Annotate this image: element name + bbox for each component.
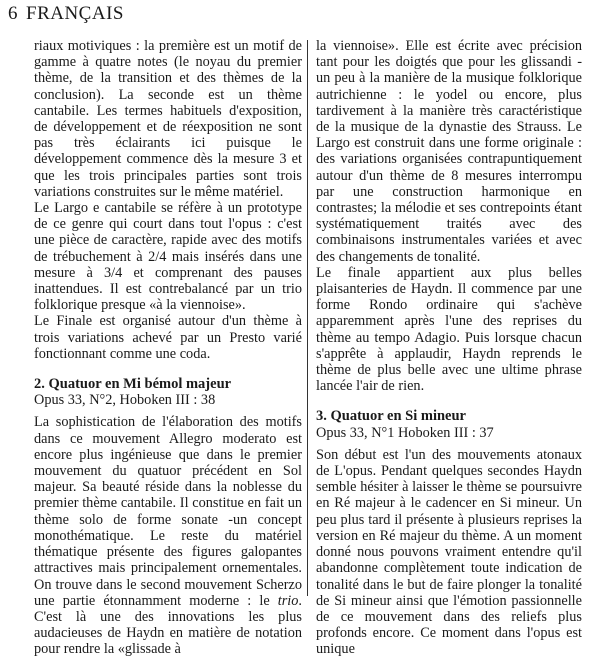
paragraph — [34, 414, 302, 657]
language-label: FRANÇAIS — [26, 3, 124, 24]
page-header — [8, 3, 124, 25]
section-heading: 3. Quatuor en Si mineur — [316, 408, 466, 425]
paragraph: Le finale appartient aux plus belles plaisanteries de Haydn. Il commence par une forme Rondo ordinaire qui s'achève apparemment après l'une des reprises du thème au tempo Adagio. Puis lorsque chacun s'apprête à applaudir, Haydn reprends le thème de plus belle avec une ultime phrase lancée l'air de rien. — [316, 264, 582, 395]
section-subheading: Opus 33, N°1 Hoboken III : 37 — [316, 424, 494, 441]
paragraph: Le Largo e cantabile se réfère à un prototype de ce genre qui court dans tout l'opus : c'est une pièce de caractère, rapide avec des motifs de trébuchement à 2/4 mais insérés dans une mesure à 3/4 et comprenant des pauses inattendues. Il est contrebalancé par un trio folklorique presque «à la viennoise». — [34, 200, 302, 314]
column-divider — [307, 40, 308, 596]
paragraph-text: La sophistication de l'élaboration des motifs dans ce mouvement Allegro moderato est encore plus ingénieuse que dans le premier mouvement du quatuor précédent en Sol majeur. Sa beauté réside dans la noblesse du premier thème cantabile. Il constitue en fait un thème solo de forme sonate -un concept monothématique. Le reste du matériel thématique présente des figures galopantes attractives mais principalement ornementales. On trouve dans le second mouvement Scherzo une partie étonnamment moderne : le — [34, 414, 302, 609]
paragraph: riaux motiviques : la première est un motif de gamme à quatre notes (le noyau du premier thème, de la transition et des thèmes de la conclusion). La seconde est un thème cantabile. Les termes habituels d'exposition, de développement et de réexposition ne sont pas très éclairants ici puisque le développement commence dès la mesure 3 et que les trois principales parties sont trois variations construites sur le même matériel. — [34, 38, 302, 200]
italic-term: trio — [277, 592, 299, 609]
paragraph: Son début est l'un des mouvements atonaux de L'opus. Pendant quelques secondes Haydn semble hésiter à laisser le thème se poursuivre en Ré majeur à le cadencer en Si mineur. Un peu plus tard il présente à plusieurs reprises la version en Ré majeur du thème. A un moment donné nous pouvons vraiment entendre qu'il abandonne complètement toute indication de tonalité dans le but de faire plonger la tonalité de Si mineur ainsi que l'émotion passionnelle de ce mouvement dans des reliefs plus profonds encore. Ce moment dans l'opus est unique — [316, 446, 582, 658]
paragraph-text: . C'est là une des innovations les plus audacieuses de Haydn en matière de notation pour rendre la «glissade à — [34, 592, 302, 658]
right-column — [316, 38, 582, 658]
paragraph: Le Finale est organisé autour d'un thème à trois variations achevé par un Presto varié fonctionnant comme une coda. — [34, 313, 302, 362]
section-subheading: Opus 33, N°2, Hoboken III : 38 — [34, 392, 216, 409]
page-number: 6 — [8, 3, 18, 24]
paragraph: la viennoise». Elle est écrite avec précision tant pour les doigtés que pour les glissandi - un peu à la manière de la musique folklorique autrichienne : le yodel ou encore, plus tardivement à la manière très caractéristique de la musique de la dynastie des Strauss. Le Largo est construit dans une forme originale : des variations organisées contrapuntiquement autour d'un thème de 8 mesures interrompu par une construction harmonique en contrastes; la mélodie et ses contrepoints étant systématiquement traités avec des combinaisons instrumentales variées et avec des changements de tonalité. — [316, 38, 582, 265]
section-heading: 2. Quatuor en Mi bémol majeur — [34, 376, 232, 393]
left-column — [34, 38, 302, 658]
